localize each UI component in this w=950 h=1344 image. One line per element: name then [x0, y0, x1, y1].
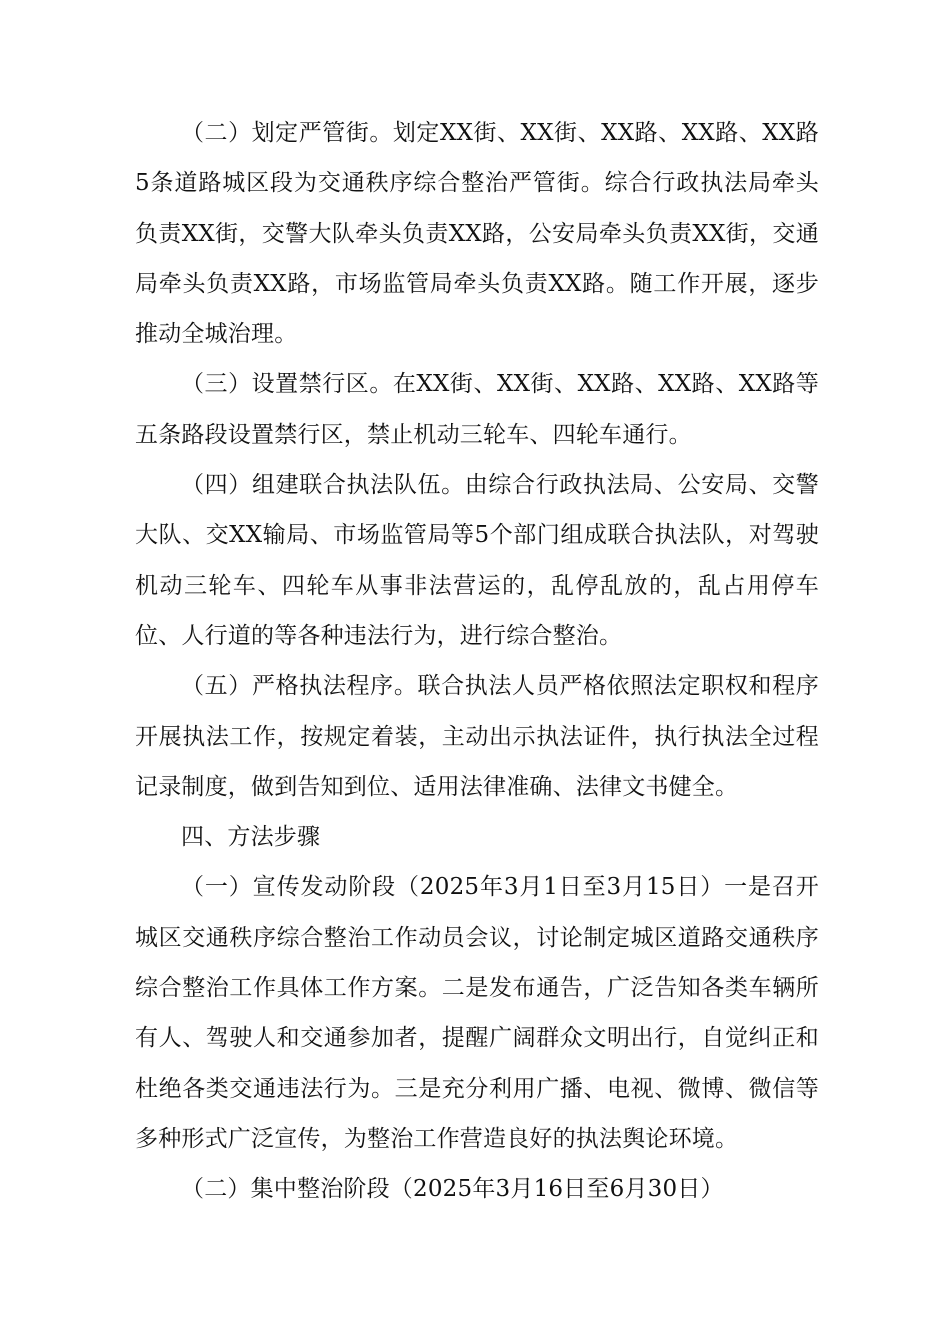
paragraph-no-traffic-zone: （三）设置禁行区。在XX街、XX街、XX路、XX路、XX路等五条路段设置禁行区，禁止机动三轮车、四轮车通行。	[135, 371, 819, 448]
paragraph-joint-enforcement-team: （四）组建联合执法队伍。由综合行政执法局、公安局、交警大队、交XX输局、市场监管局等5个部门组成联合执法队，对驾驶机动三轮车、四轮车从事非法营运的，乱停乱放的，乱占用停车位、人行道的等各种违法行为，进行综合整治。	[135, 472, 819, 649]
paragraph-strict-procedure: （五）严格执法程序。联合执法人员严格依照法定职权和程序开展执法工作，按规定着装，主动出示执法证件，执行执法全过程记录制度，做到告知到位、适用法律准确、法律文书健全。	[135, 673, 819, 800]
paragraph-designate-strict-streets: （二）划定严管街。划定XX街、XX街、XX路、XX路、XX路5条道路城区段为交通秩序综合整治严管街。综合行政执法局牵头负责XX街，交警大队牵头负责XX路，公安局牵头负责XX街，交通局牵头负责XX路，市场监管局牵头负责XX路。随工作开展，逐步推动全城治理。	[135, 120, 819, 348]
section-heading-method-steps: 四、方法步骤	[181, 824, 321, 851]
paragraph-concentrated-rectification-stage: （二）集中整治阶段（2025年3月16日至6月30日）	[181, 1176, 724, 1203]
document-body	[135, 108, 819, 1215]
paragraph-publicity-stage: （一）宣传发动阶段（2025年3月1日至3月15日）一是召开城区交通秩序综合整治工作动员会议，讨论制定城区道路交通秩序综合整治工作具体工作方案。二是发布通告，广泛告知各类车辆所有人、驾驶人和交通参加者，提醒广阔群众文明出行，自觉纠正和杜绝各类交通违法行为。三是充分利用广播、电视、微博、微信等多种形式广泛宣传，为整治工作营造良好的执法舆论环境。	[135, 874, 819, 1152]
